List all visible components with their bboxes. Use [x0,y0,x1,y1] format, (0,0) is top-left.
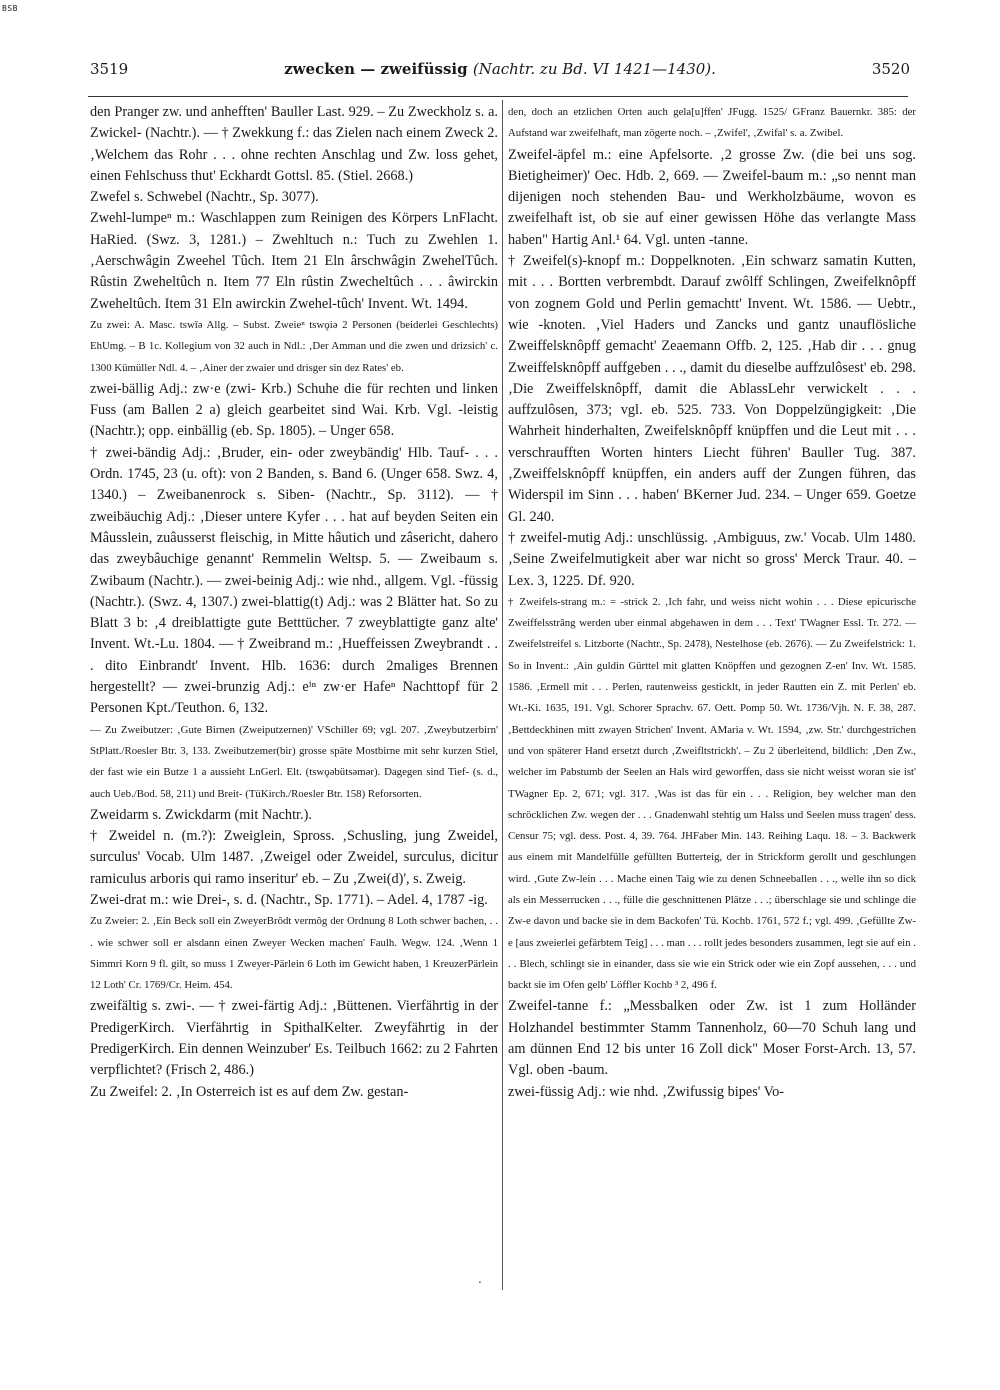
entry-paragraph: † zweifel-mutig Adj.: unschlüssig. ‚Ambiguus, zw.' Vocab. Ulm 1480. ‚Seine Zweifelmutigkeit aber war nicht so gross' Merck Traur. 40. – Lex. 3, 1225. Df. 920. [508,529,916,589]
page-header [90,60,910,84]
column-divider [502,100,503,1290]
entry-paragraph: — Zu Zweibutzer: ‚Gute Birnen (Zweiputzernen)' VSchiller 69; vgl. 207. ‚Zweybutzerbirn' StPlatt./Roesler Btr. 3, 133. Zweibutzemer(bir) grosse späte Mostbirne mit sehr kurzen Stiel, der fast wie ein Butze 1 a aussieht LnGerl. Elt. (tswǫəbütsəmər). Dagegen sind Tief- (s. d., auch Ueb./Bod. 58, 211) und Breit- (TüKirch./Roesler Btr. 158) Reforsorten. [90,723,498,800]
entry-paragraph: Zu zwei: A. Masc. tswīə Allg. – Subst. Zweieⁿ tswǫiə 2 Personen (beiderlei Geschlechts) EhUmg. – B 1c. Kollegium von 32 auch in Ndl.: ‚Der Amman und die zwen und drizsich' c. 1300 Kümüller Ndl. 4. – ‚Ainer der zwaier und drisger sin dez Rates' eb. [90,318,498,374]
entry-paragraph: † Zweifel(s)-knopf m.: Doppelknoten. ‚Ein schwarz samatin Kutten, mit . . . Bortten verbrembdt. Darauf zwôlff Schlingen, Zweifelknôpff von zognem Gold und Perlin gemachtt' Invent. Wt. 1586. — Uebtr., wie -knoten. ‚Viel Haders und Zancks und gantz unauflösliche Zweiffelsknôpff gemacht' Zeaemann Offb. 2, 125. ‚Hab dir . . . gnug Zweiffelsknôpff auffgeben . . ., damit du dieselbe auffzulôsest' eb. 298. ‚Die Zweiffelsknôpff, damit die AblassLehr verwickelt . . . auffzulôsen, 373; vgl. eb. 525. 733. Von Doppelzüngigkeit: ‚Die Wahrheit hinderhalten, Zweifelsknôpff knüpffen und die Leut mit . . . verschraufften Worten hinters Liecht führen' Bauller Tug. 387. ‚Zweiffelsknôpff knüpffen, ein anders auff der Zungen führen, das Widerspil im Sinn . . . haben' BKerner Jud. 234. – Unger 659. Goetze Gl. 240. [508,253,916,525]
entry-paragraph: Zwehl-lumpeⁿ m.: Waschlappen zum Reinigen des Körpers LnFlacht. HaRied. (Swz. 3, 1281.) – Zwehltuch n.: Tuch zu Zwehlen 1. ‚Aerschwâgin Zweehel Tûch. Item 21 Eln ârschwâgin ZwehelTûch. Rûstin Zweheltûch n. Item 77 Eln rûstin Zwecheltûch . . . âwirckin Zweheltûch. Item 31 Eln awirckin Zwehel-tûch' Invent. Wt. 1494. [90,210,498,312]
entry-paragraph: † zwei-bändig Adj.: ‚Bruder, ein- oder zweybändig' Hlb. Tauf- . . . Ordn. 1745, 23 (u. oft): von 2 Banden, s. Band 6. (Unger 658. Swz. 4, 1340.) – Zweibanenrock s. Siben- (Nachtr., Sp. 3112). — † zweibäuchig Adj.: ‚Dieser untere Kyfer . . . hat auf beyden Seiten ein Mâusslein, zuâusserst fleischig, in Mitte hâutich und zâsericht, dahero das zweybâuchige genannt' Remmelin Weltsp. 5. — Zweibaum s. Zwibaum (Nachtr.). — zwei-beinig Adj.: wie nhd., allgem. Vgl. -füssig (Nachtr.). (Swz. 4, 1307.) zwei-blattig(t) Adj.: was 2 Blätter hat. So zu Blatt 3 b: ‚4 dreiblattigte gute Betttücher. 7 zweyblattigte ganz alte' Invent. Wt.-Lu. 1804. — † Zweibrand m.: ‚Hueffeissen Zweybrandt . . . dito Einbrandt' Invent. Hlb. 1636: durch 2maliges Brennen hergestellt? — zwei-brunzig Adj.: eⁱⁿ zw·er Hafeⁿ Nachttopf für 2 Personen Kpt./Teuthon. 6, 132. [90,444,498,717]
running-title-note: (Nachtr. zu Bd. VI 1421—1430). [472,60,716,78]
entry-paragraph: Zweifel-äpfel m.: eine Apfelsorte. ‚2 grosse Zw. (die bei uns sog. Bietigheimer)' Oec. Hdb. 2, 669. — Zweifel-baum m.: „so nennt man dijenigen noch stehenden Bau- und Werkholzbäume, wovon es zweifelhaft ist, ob sie auf einer gewissen Höhe das verlangte Mass haben" Hartig Anl.¹ 64. Vgl. unten -tanne. [508,146,916,248]
entry-paragraph: Zwefel s. Schwebel (Nachtr., Sp. 3077). [90,189,319,206]
entry-paragraph: zwei-bällig Adj.: zw·e (zwi- Krb.) Schuhe die für rechten und linken Fuss (am Ballen 2 a) gleich gearbeitet sind Wai. Krb. Vgl. -leistig (Nachtr.); opp. einbällig (eb. Sp. 1805). – Unger 658. [90,380,498,440]
running-title-text: zwecken — zweifüssig [284,60,468,78]
entry-paragraph: zwei-füssig Adj.: wie nhd. ‚Zwifussig bipes' Vo- [508,1083,785,1100]
entry-paragraph: Zwei-drat m.: wie Drei-, s. d. (Nachtr., Sp. 1771). – Adel. 4, 1787 -ig. [90,891,488,908]
page-number-left: 3519 [90,60,129,78]
entry-paragraph: Zweifel-tanne f.: „Messbalken oder Zw. ist 1 zum Holländer Holzhandel bestimmter Stamm Tannenholz, 60—70 Schuh lang und am dünnen End 12 bis unter 16 Zoll dick" Moser Forst-Arch. 13, 57. Vgl. oben -baum. [508,998,916,1079]
entry-paragraph: den Pranger zw. und anhefften' Bauller Last. 929. – Zu Zweckholz s. a. Zwickel- (Nachtr.). — † Zwekkung f.: das Zielen nach einem Zweck 2. ‚Welchem das Rohr . . . ohne rechten Anschlag und Zw. loss gehet, einen Fehlschuss thut' Eckhardt Gottsl. 85. (Stiel. 2668.) [90,104,498,184]
entry-paragraph: † Zweidel n. (m.?): Zweiglein, Spross. ‚Schusling, jung Zweidel, surculus' Vocab. Ulm 1487. ‚Zweigel oder Zweidel, surculus, dicitur ramiculus arboris qui ramo inseritur' eb. – Zu ‚Zwei(d)', s. Zweig. [90,828,498,887]
entry-paragraph: Zu Zweifel: 2. ‚In Osterreich ist es auf dem Zw. gestan- [90,1083,409,1100]
header-rule [88,96,908,97]
library-stamp: BSB [2,4,18,13]
entry-paragraph: den, doch an etzlichen Orten auch gela[u]ffen' JFugg. 1525/ GFranz Bauernkr. 385: der Aufstand war zweifelhaft, man zögerte noch. – ‚Zwifel', ‚Zwifal' s. a. Zwibel. [508,106,916,140]
entry-paragraph: Zweidarm s. Zwickdarm (mit Nachtr.). [90,806,312,823]
entry-paragraph: † Zweifels-strang m.: = -strick 2. ‚Ich fahr, und weiss nicht wohin . . . Diese epicurische Zweiffelsstrâng werden uber einmal abgehawen in dem . . . Text' TWagner Essl. Tr. 272. — Zweifelstreifel s. Litzborte (Nachtr., Sp. 2478), Nestelhose (eb. 2676). — Zu Zweifelstrick: 1. So in Invent.: ‚Ain guldin Gürttel mit glatten Knöpffen und gezognen Z-en' Inv. Wt. 1585. 1586. ‚Ermell mit . . . Perlen, rautenweiss gesticklt, in jeder Rautten ein Z. mit Perlen' eb. Wt.-Ki. 1635, 191. Vgl. Schorer Sprachv. 67. Oett. Pomp 50. Wt. 1736/Vjh. N. F. 38, 287. ‚Bettdeckhinen mitt zwayen Strichen' Invent. AMaria v. Wt. 1594, ‚zw. Str.' durchgestrichen und von späterer Hand ersetzt durch ‚Zweifltstrickh'. – Zu 2 überleitend, bildlich: ‚Den Zw., welcher im Pabstumb der Seelen an Hals wird geworffen, dass sie nicht weisst woran sie ist' TWagner Ep. 2, 671; vgl. 317. ‚Was ist das für ein . . . Religion, bey welcher man den schröcklichen Zw. wegen der . . . Gnadenwahl stehtig um Halss und Seelen muss tragen' dess. Censur 75; vgl. dess. Post. 4, 39. 764. JHFaber Min. 143. Reihing Laqu. 18. – 3. Backwerk aus einem mit Mandelfülle gefüllten Butterteig, der in Strickform gerollt und geschlungen wird. ‚Gute Zw-lein . . . Mache einen Taig wie zu denen Schneeballen . . ., welle ihn so dick als ein Messerrucken . . ., fülle die geschnittenen Plätze . . .; überschlage sie und schlinge die Zw-e davon und backe sie in dem Backofen' Tü. Kochb. 1761, 572 f.; vgl. 499. ‚Gefüllte Zw-e [aus zweierlei gefärbtem Teig] . . . man . . . rollt jedes besonders zusammen, legt sie auf ein . . . Blech, schlingt sie in einander, dass sie wie ein Strick oder wie ein Zopf aussehen, . . . und backt sie im Ofen gelb' Löffler Kochb ³ 2, 496 f. [508,595,916,992]
left-column [90,102,498,1103]
entry-paragraph: Zu Zweier: 2. ‚Ein Beck soll ein ZweyerBrôdt vermôg der Ordnung 8 Loth schwer bachen, . . . wie schwer soll er alsdann einen Zweyer Wecken machen' Faulh. Wegw. 124. ‚Wenn 1 Simmri Korn 9 fl. gilt, so muss 1 Zweyer-Pärlein 6 Loth im Gewicht haben, 1 KreuzerPärlein 12 Loth' Cr. 1769/Cr. Heim. 454. [90,915,498,992]
page-number-right: 3520 [871,60,910,78]
running-title [90,60,910,78]
right-column [508,102,916,1103]
entry-paragraph: zweifältig s. zwi-. — † zwei-färtig Adj.: ‚Büttenen. Vierfährtig in der PredigerKirch. Vierfährtig in SpithalKelter. Zweyfährtig in der PredigerKirch. Ein dennen Weinzuber' Es. Teilbuch 1662: zu 2 Fahrten verpflichtet? (Frisch 2, 486.) [90,998,498,1079]
footer-mark: . [478,1272,482,1286]
